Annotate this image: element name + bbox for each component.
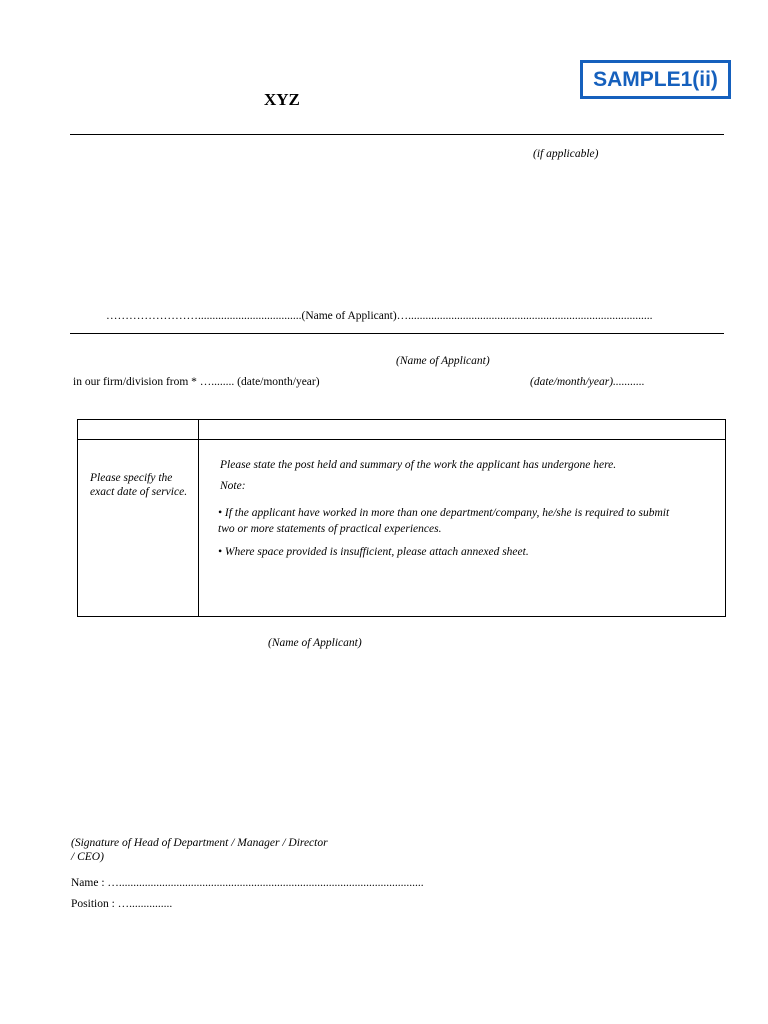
note-bullet-2: • Where space provided is insufficient, please attach annexed sheet. xyxy=(218,546,529,558)
signatory-name-field: Name : ….......................................................................................................... xyxy=(71,877,424,889)
table-header-row xyxy=(78,439,725,440)
applicant-name-line: ……………………....................................(Name of Applicant)…..................................................................................... xyxy=(106,310,653,322)
signature-title: (Signature of Head of Department / Manager / Director / CEO) xyxy=(71,837,328,863)
table-column-divider xyxy=(198,420,199,616)
work-summary-instruction: Please state the post held and summary of the work the applicant has undergone here. xyxy=(220,459,617,471)
service-from-line: in our firm/division from * …........ (date/month/year) xyxy=(73,376,320,388)
company-name: XYZ xyxy=(264,90,300,109)
signatory-position-field: Position : …............... xyxy=(71,898,173,910)
if-applicable-note: (if applicable) xyxy=(533,148,599,160)
middle-divider xyxy=(70,333,724,334)
top-divider xyxy=(70,134,724,135)
service-date-instruction: Please specify the exact date of service. xyxy=(90,472,188,498)
service-to-line: (date/month/year)........... xyxy=(530,376,645,388)
experience-table xyxy=(77,419,726,617)
note-label: Note: xyxy=(220,480,246,492)
note-bullet-1: • If the applicant have worked in more than one department/company, he/she is required to submit two or more statements of practical experiences. xyxy=(218,507,670,535)
service-applicant-label: (Name of Applicant) xyxy=(396,355,490,367)
closing-applicant-label: (Name of Applicant) xyxy=(268,637,362,649)
sample-badge: SAMPLE1(ii) xyxy=(580,60,731,99)
